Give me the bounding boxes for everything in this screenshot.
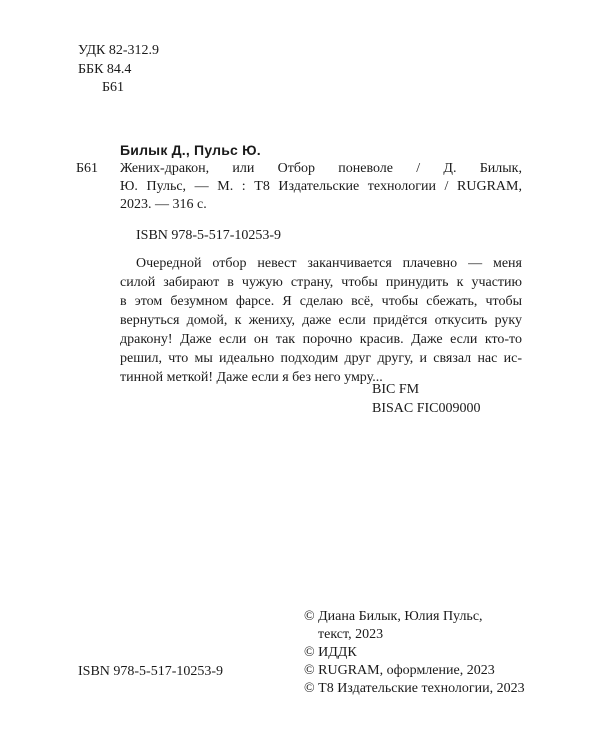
copyright-line: текст, 2023 xyxy=(318,627,384,642)
copyright-line: © RUGRAM, оформление, 2023 xyxy=(304,663,495,678)
bibliography-line-1: Жених-дракон, или Отбор поневоле / Д. Билык, xyxy=(120,161,522,176)
bic-code: BIC FM xyxy=(372,382,420,397)
copyright-line: © Т8 Издательские технологии, 2023 xyxy=(304,681,525,696)
bbk-code: ББК 84.4 xyxy=(78,62,132,77)
annotation-line: вернуться домой, к жениху, даже если придётся откусить руку xyxy=(120,313,522,328)
footer-isbn: ISBN 978-5-517-10253-9 xyxy=(78,664,224,679)
copyright-line: © Диана Билык, Юлия Пульс, xyxy=(304,609,483,624)
copyright-line: © ИДДК xyxy=(304,645,357,660)
annotation-line: решил, что мы идеально подходим друг другу, и связал нас ис- xyxy=(120,351,522,366)
udk-code: УДК 82-312.9 xyxy=(78,43,160,58)
annotation-paragraph xyxy=(120,254,522,387)
bibliography-line-3: 2023. — 316 с. xyxy=(120,197,207,212)
copyright-block xyxy=(304,608,525,698)
annotation-line: тинной меткой! Даже если я без него умру... xyxy=(120,370,383,385)
bibliography-line-2: Ю. Пульс, — М. : Т8 Издательские технологии / RUGRAM, xyxy=(120,179,522,194)
annotation-line: в этом безумном фарсе. Я сделаю всё, чтобы сбежать, чтобы xyxy=(120,294,522,309)
book-author: Билык Д., Пульс Ю. xyxy=(120,142,261,158)
annotation-line: силой забирают в чужую страну, чтобы принудить к участию xyxy=(120,275,522,290)
author-mark-code: Б61 xyxy=(102,80,125,95)
bisac-code: BISAC FIC009000 xyxy=(372,401,481,416)
bibliography-isbn: ISBN 978-5-517-10253-9 xyxy=(136,228,282,243)
annotation-line: дракону! Даже если он так порочно красив. Даже если кто-то xyxy=(120,332,522,347)
bibliography-author-mark: Б61 xyxy=(76,161,99,176)
annotation-line: Очередной отбор невест заканчивается плачевно — меня xyxy=(136,256,522,271)
